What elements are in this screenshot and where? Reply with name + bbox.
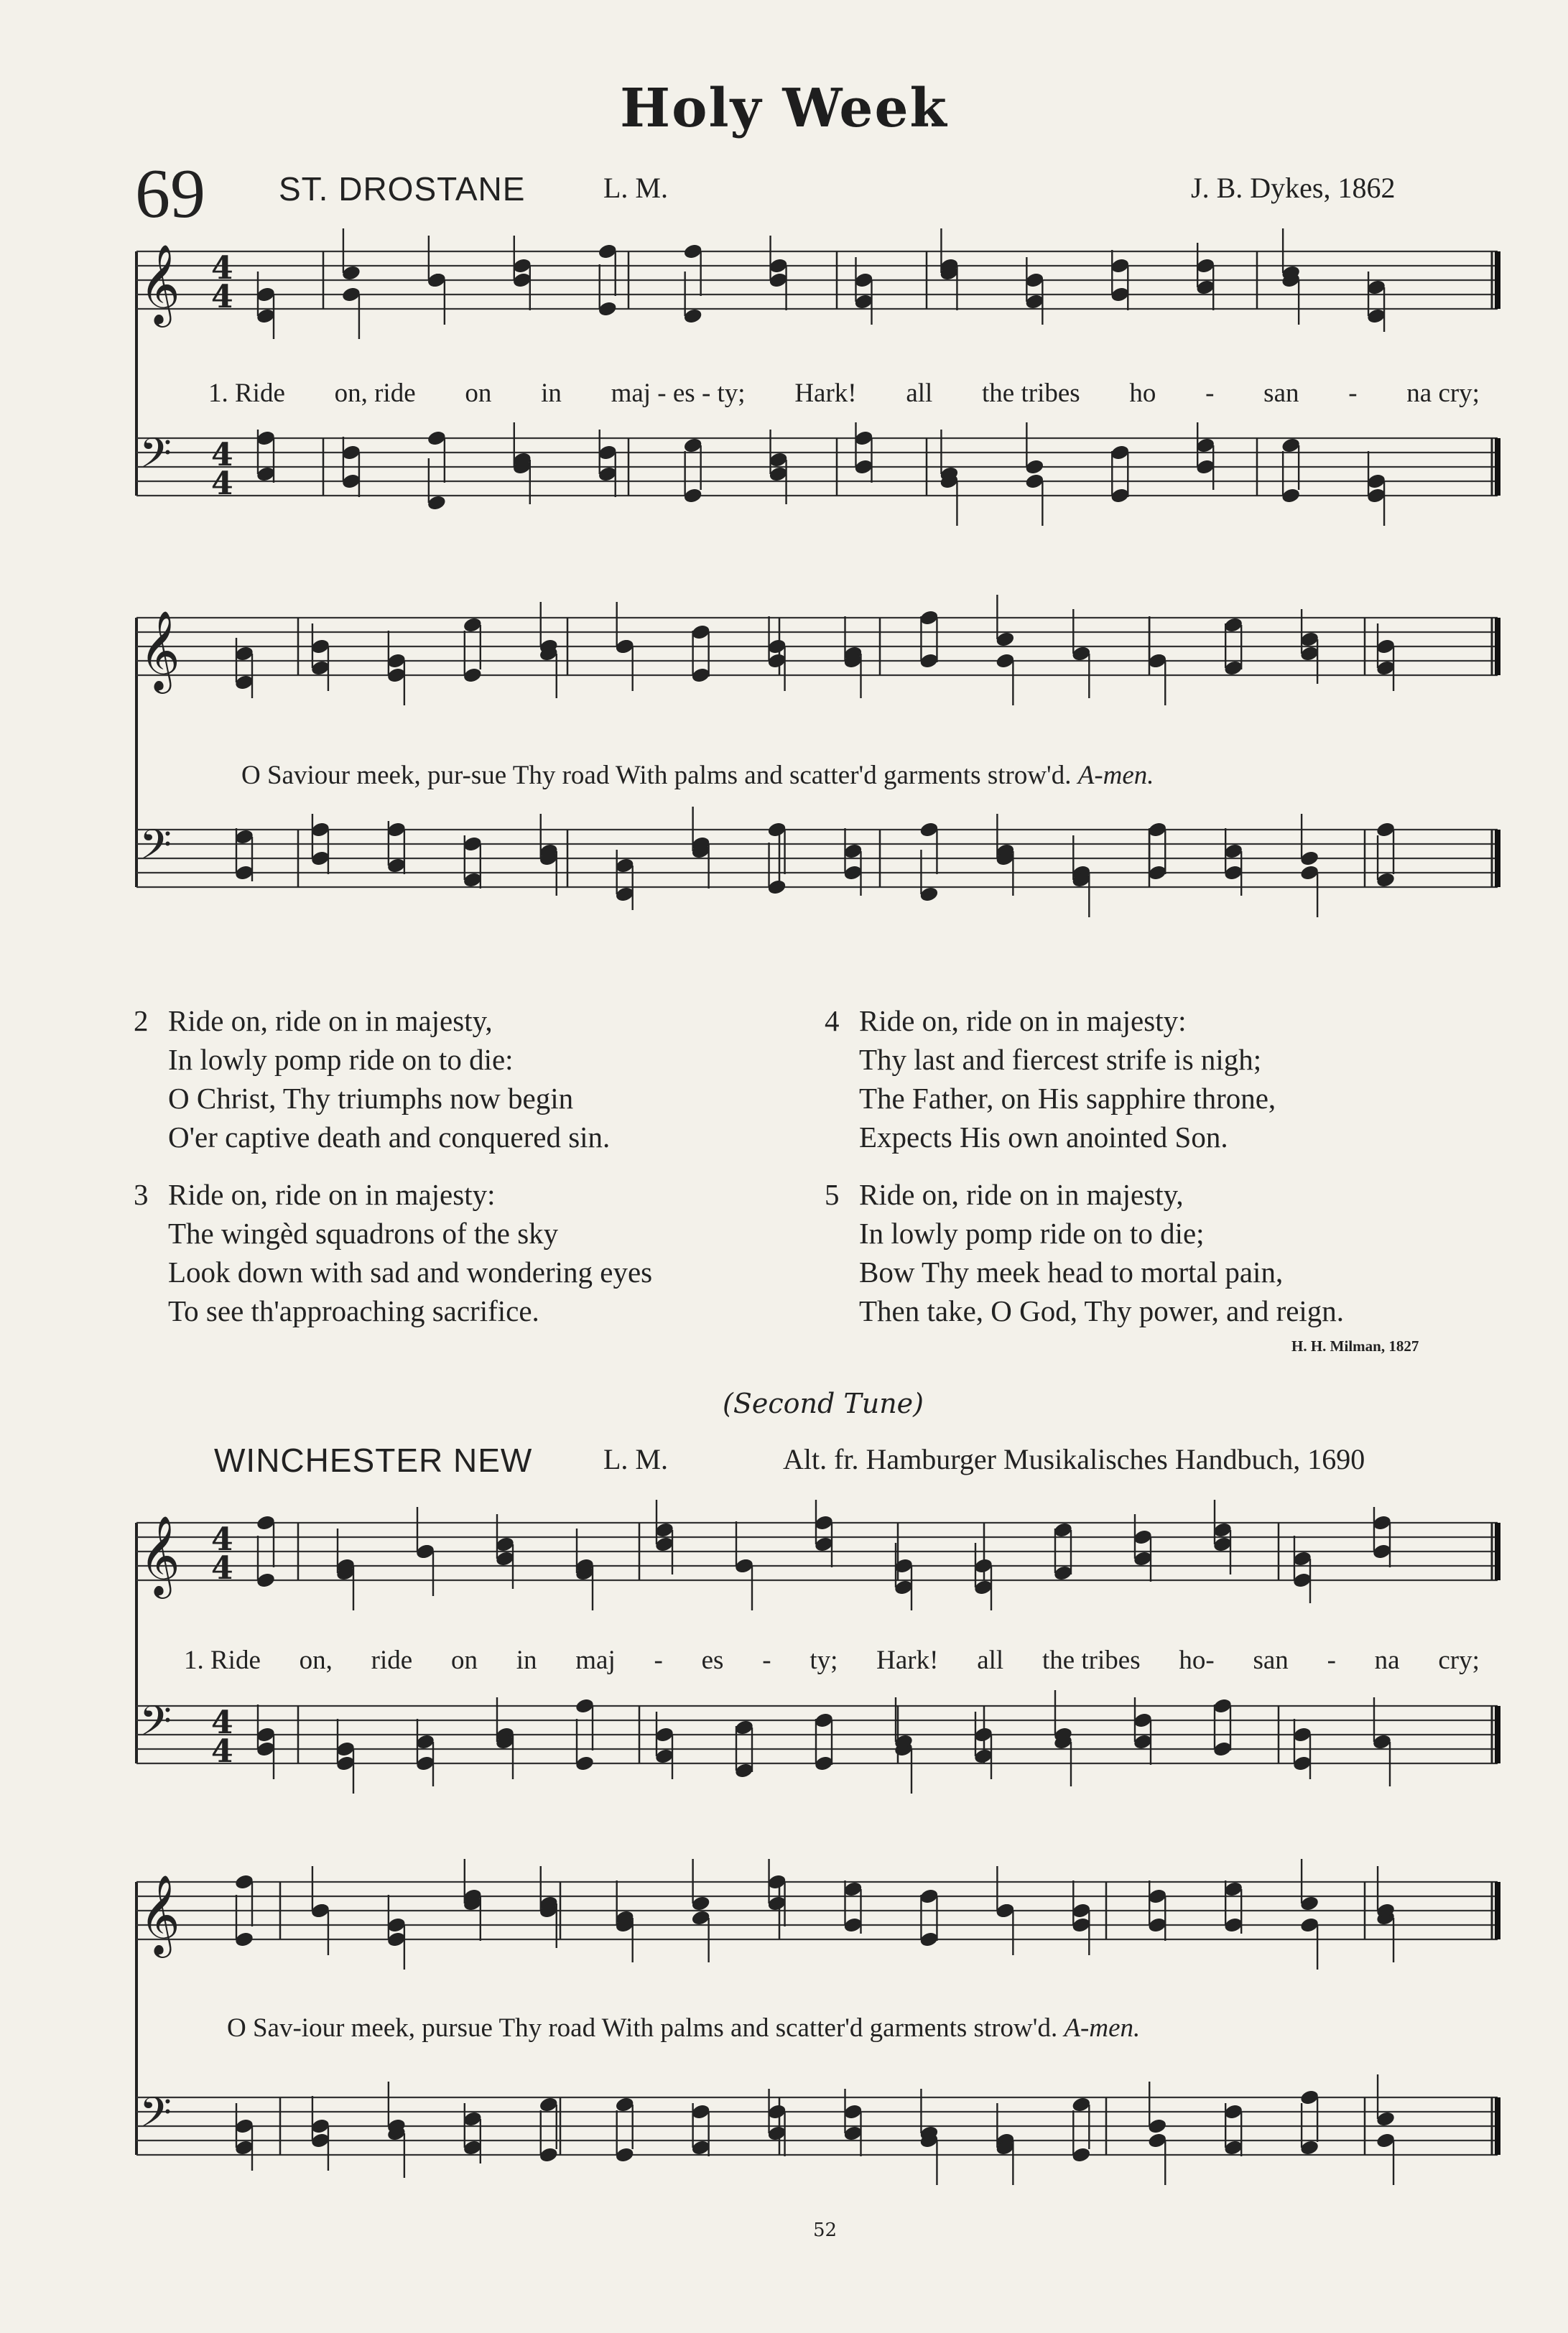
verse-line: Look down with sad and wondering eyes	[168, 1256, 653, 1289]
verse-line: Ride on, ride on in majesty:	[859, 1004, 1187, 1037]
lyric-syllable: -	[762, 1646, 771, 1675]
verse-line: O'er captive death and conquered sin.	[168, 1121, 611, 1154]
verse-line: The Father, on His sapphire throne,	[859, 1082, 1276, 1115]
tune1-composer: J. B. Dykes, 1862	[1191, 172, 1396, 204]
lyric-syllable: the tribes	[1042, 1646, 1141, 1675]
tune1-meter: L. M.	[603, 172, 668, 204]
treble-clef-icon: 𝄞	[139, 1515, 180, 1595]
verse-number: 4	[825, 1004, 840, 1037]
verse-line: Ride on, ride on in majesty,	[859, 1178, 1184, 1211]
lyric-syllable: 1. Ride	[208, 379, 285, 408]
page-number: 52	[813, 2220, 838, 2241]
lyric-syllable: ho	[1129, 379, 1156, 408]
lyric-syllable: -	[1348, 379, 1358, 408]
verse-line: O Christ, Thy triumphs now begin	[168, 1082, 574, 1115]
verse-line: The wingèd squadrons of the sky	[168, 1217, 559, 1250]
lyric-syllable: es	[701, 1646, 724, 1675]
verse-line: Expects His own anointed Son.	[859, 1121, 1228, 1154]
lyric-syllable: ty;	[809, 1646, 838, 1675]
lyric-syllable: on	[450, 1646, 478, 1675]
verse-number: 5	[825, 1178, 840, 1211]
lyric-syllable: 1. Ride	[184, 1646, 261, 1675]
treble-clef-icon: 𝄞	[139, 243, 180, 324]
verse-line: In lowly pomp ride on to die;	[859, 1217, 1205, 1250]
lyric-syllable: san	[1253, 1646, 1289, 1675]
verse-line: Thy last and fiercest strife is nigh;	[859, 1043, 1262, 1076]
tune2-lyric-line2-text: O Sav-iour meek, pursue Thy road With palms and scatter'd garments strow'd.	[227, 2013, 1058, 2043]
verse-5	[825, 1175, 1344, 1330]
tune2-meter: L. M.	[603, 1443, 668, 1475]
svg-text:4: 4	[211, 437, 233, 473]
svg-text:4: 4	[211, 1550, 233, 1587]
lyric-syllable: Hark!	[794, 379, 857, 408]
svg-text:4: 4	[211, 1704, 233, 1741]
svg-text:4: 4	[211, 1733, 233, 1770]
lyric-syllable: on,	[299, 1646, 333, 1675]
verse-2	[134, 1001, 610, 1156]
lyric-syllable: in	[516, 1646, 537, 1675]
tune1-amen: A-men.	[1077, 761, 1154, 790]
bass-clef-icon: 𝄢	[139, 820, 172, 879]
verse-line: Then take, O God, Thy power, and reign.	[859, 1294, 1345, 1327]
tune1-lyric-line1	[208, 378, 1480, 409]
lyric-syllable: san	[1263, 379, 1299, 408]
lyric-syllable: on, ride	[334, 379, 416, 408]
verse-4	[825, 1001, 1276, 1156]
verse-3	[134, 1175, 652, 1330]
hymn-author: H. H. Milman, 1827	[1291, 1337, 1419, 1355]
verse-line: Bow Thy meek head to mortal pain,	[859, 1256, 1284, 1289]
lyric-syllable: -	[1327, 1646, 1336, 1675]
verse-line: Ride on, ride on in majesty:	[168, 1178, 496, 1211]
verse-number: 2	[134, 1004, 149, 1037]
verse-number: 3	[134, 1178, 149, 1211]
svg-text:4: 4	[211, 465, 233, 502]
verse-line: Ride on, ride on in majesty,	[168, 1004, 493, 1037]
tune1-lyric-line2-text: O Saviour meek, pur-sue Thy road With palms and scatter'd garments strow'd.	[241, 761, 1072, 790]
lyric-syllable: ho-	[1179, 1646, 1215, 1675]
tune2-lyric-line1	[184, 1645, 1480, 1676]
tune2-amen: A-men.	[1064, 2013, 1141, 2043]
svg-text:4: 4	[211, 1521, 233, 1558]
treble-clef-icon: 𝄞	[139, 1874, 180, 1954]
hymn-number: 69	[135, 155, 205, 233]
lyric-syllable: -	[654, 1646, 663, 1675]
lyric-syllable: ride	[371, 1646, 413, 1675]
lyric-syllable: na	[1374, 1646, 1400, 1675]
lyric-syllable: cry;	[1438, 1646, 1480, 1675]
lyric-syllable: all	[977, 1646, 1004, 1675]
tune1-name: ST. DROSTANE	[279, 170, 526, 208]
section-title: Holy Week	[620, 78, 948, 139]
bass-clef-icon: 𝄢	[139, 2088, 172, 2147]
bass-clef-icon: 𝄢	[139, 429, 172, 488]
lyric-syllable: -	[1205, 379, 1215, 408]
svg-text:4: 4	[211, 279, 233, 315]
verse-line: To see th'approaching sacrifice.	[168, 1294, 539, 1327]
lyric-syllable: all	[906, 379, 933, 408]
verse-line: In lowly pomp ride on to die:	[168, 1043, 514, 1076]
lyric-syllable: on	[465, 379, 492, 408]
lyric-syllable: Hark!	[876, 1646, 939, 1675]
lyric-syllable: maj - es - ty;	[611, 379, 746, 408]
treble-clef-icon: 𝄞	[139, 610, 180, 690]
lyric-syllable: maj	[575, 1646, 616, 1675]
tune2-name: WINCHESTER NEW	[214, 1442, 533, 1479]
tune2-composer: Alt. fr. Hamburger Musikalisches Handbuch, 1690	[783, 1443, 1365, 1475]
lyric-syllable: the tribes	[982, 379, 1080, 408]
lyric-syllable: in	[541, 379, 562, 408]
lyric-syllable: na cry;	[1406, 379, 1480, 408]
bass-clef-icon: 𝄢	[139, 1697, 172, 1755]
tune1-lyric-line2	[241, 760, 1154, 791]
tune2-lyric-line2	[227, 2013, 1140, 2044]
svg-text:4: 4	[211, 250, 233, 287]
second-tune-label: (Second Tune)	[723, 1388, 924, 1419]
